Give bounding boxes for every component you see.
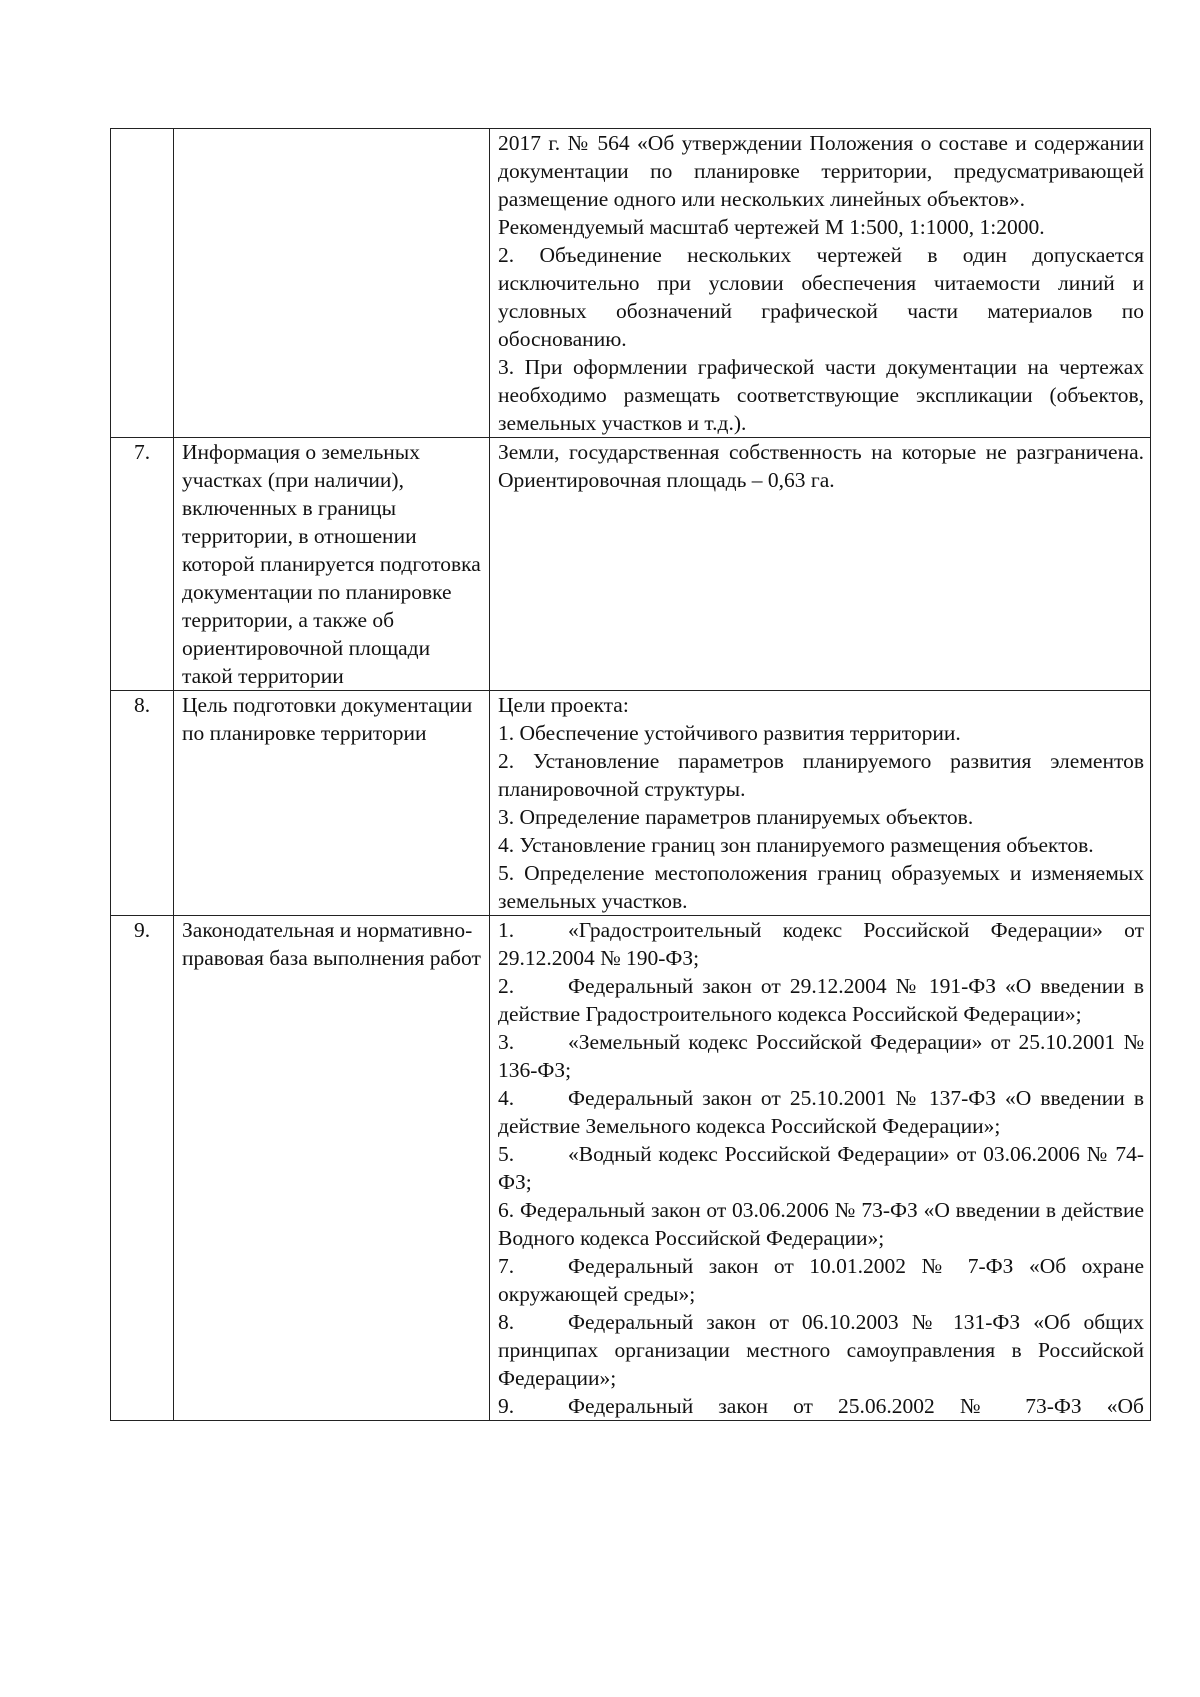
requirements-table xyxy=(110,128,1151,1421)
list-item-number: 1. xyxy=(498,918,515,942)
list-item xyxy=(498,1084,1144,1140)
list-item-text: Федеральный закон от 25.06.2002 № 73-ФЗ «Об xyxy=(568,1394,1144,1418)
list-item xyxy=(498,1308,1144,1392)
list-item-number: 7. xyxy=(498,1254,515,1278)
list-item-number: 5. xyxy=(498,1142,515,1166)
list-item xyxy=(498,916,1144,972)
row-number: 8. xyxy=(111,691,174,916)
list-item xyxy=(498,1140,1144,1196)
list-item-text: Федеральный закон от 06.10.2003 № 131-ФЗ «Об общих принципах организации местного самоуправления в Российской Федерации»; xyxy=(498,1310,1144,1390)
list-item xyxy=(498,1028,1144,1084)
list-item-number: 4. xyxy=(498,1086,515,1110)
list-item-text: Федеральный закон от 03.06.2006 № 73-ФЗ «О введении в действие Водного кодекса Российской Федерации»; xyxy=(498,1198,1144,1250)
list-item-number: 3. xyxy=(498,1030,515,1054)
row-label xyxy=(174,129,490,438)
row-label: Законодательная и нормативно-правовая база выполнения работ xyxy=(174,916,490,1421)
list-item-text: Федеральный закон от 29.12.2004 № 191-ФЗ «О введении в действие Градостроительного кодекса Российской Федерации»; xyxy=(498,974,1144,1026)
paragraph: 2. Объединение нескольких чертежей в один допускается исключительно при условии обеспечения читаемости линий и условных обозначений графической части материалов по обоснованию. xyxy=(498,243,1144,351)
table-row xyxy=(111,916,1151,1421)
paragraph: 1. Обеспечение устойчивого развития территории. xyxy=(498,721,961,745)
list-item xyxy=(498,1196,1144,1252)
list-item xyxy=(498,1392,1144,1420)
list-item-text: Федеральный закон от 10.01.2002 № 7-ФЗ «Об охране окружающей среды»; xyxy=(498,1254,1144,1306)
row-label: Цель подготовки документации по планировке территории xyxy=(174,691,490,916)
list-item-text: «Земельный кодекс Российской Федерации» от 25.10.2001 № 136-ФЗ; xyxy=(498,1030,1144,1082)
row-number: 7. xyxy=(111,438,174,691)
row-content xyxy=(490,691,1151,916)
row-number xyxy=(111,129,174,438)
list-item-number: 6. xyxy=(498,1198,515,1222)
paragraph: 2. Установление параметров планируемого развития элементов планировочной структуры. xyxy=(498,749,1144,801)
list-item xyxy=(498,1252,1144,1308)
list-item-number: 8. xyxy=(498,1310,515,1334)
list-item-number: 9. xyxy=(498,1394,515,1418)
table-row xyxy=(111,438,1151,691)
table-row xyxy=(111,129,1151,438)
paragraph: Рекомендуемый масштаб чертежей М 1:500, 1:1000, 1:2000. xyxy=(498,215,1045,239)
paragraph: Цели проекта: xyxy=(498,693,629,717)
paragraph: 2017 г. № 564 «Об утверждении Положения о составе и содержании документации по планировке территории, предусматривающей размещение одного или нескольких линейных объектов». xyxy=(498,131,1144,211)
row-number: 9. xyxy=(111,916,174,1421)
paragraph: 3. Определение параметров планируемых объектов. xyxy=(498,805,974,829)
list-item-number: 2. xyxy=(498,974,515,998)
paragraph: Земли, государственная собственность на которые не разграничена. Ориентировочная площадь – 0,63 га. xyxy=(498,440,1144,492)
list-item-text: «Градостроительный кодекс Российской Федерации» от 29.12.2004 № 190-ФЗ; xyxy=(498,918,1144,970)
list-item xyxy=(498,972,1144,1028)
list-item-text: Федеральный закон от 25.10.2001 № 137-ФЗ «О введении в действие Земельного кодекса Российской Федерации»; xyxy=(498,1086,1144,1138)
row-content xyxy=(490,438,1151,691)
list-item-text: «Водный кодекс Российской Федерации» от 03.06.2006 № 74-ФЗ; xyxy=(498,1142,1144,1194)
table-row xyxy=(111,691,1151,916)
paragraph: 5. Определение местоположения границ образуемых и изменяемых земельных участков. xyxy=(498,861,1144,913)
paragraph: 3. При оформлении графической части документации на чертежах необходимо размещать соответствующие экспликации (объектов, земельных участков и т.д.). xyxy=(498,355,1144,435)
row-label: Информация о земельных участках (при наличии), включенных в границы территории, в отношении которой планируется подготовка документации по планировке территории, а также об ориентировочной площади такой территории xyxy=(174,438,490,691)
row-content xyxy=(490,129,1151,438)
paragraph: 4. Установление границ зон планируемого размещения объектов. xyxy=(498,833,1094,857)
row-content xyxy=(490,916,1151,1421)
